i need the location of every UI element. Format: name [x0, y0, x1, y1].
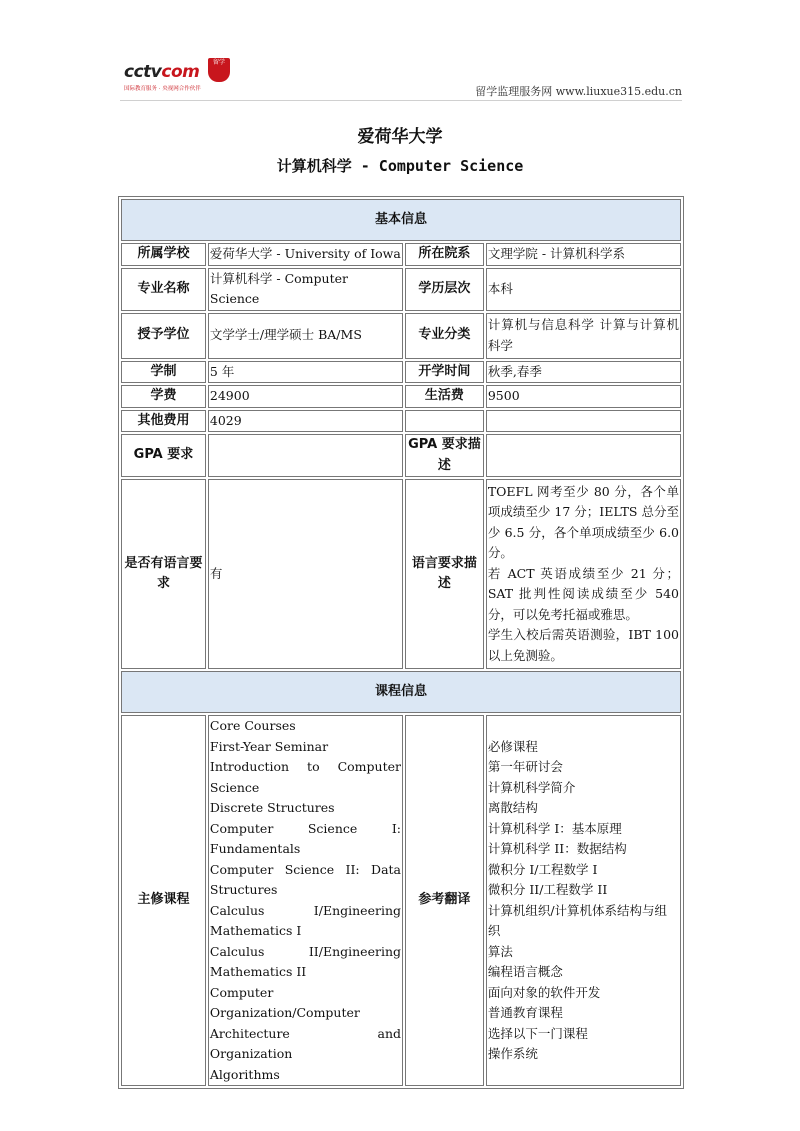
value-language-desc — [486, 479, 681, 669]
label-reference-translation: 参考翻译 — [405, 715, 484, 1086]
value-category: 计算机与信息科学 计算与计算机科学 — [486, 313, 681, 359]
label-main-courses: 主修课程 — [121, 715, 206, 1086]
value-gpa — [208, 434, 403, 477]
course-zh-item: 第一年研讨会 — [487, 759, 563, 774]
value-other-fees: 4029 — [208, 410, 403, 433]
label-gpa-desc: GPA 要求描述 — [405, 434, 484, 477]
cctv-logo — [124, 56, 240, 96]
header-divider — [120, 100, 682, 101]
value-level: 本科 — [486, 268, 681, 311]
section-course-info: 课程信息 — [121, 671, 681, 713]
course-zh-item: 选择以下一门课程 — [487, 1025, 588, 1041]
value-empty — [486, 410, 681, 433]
courses-english-list — [208, 715, 403, 1086]
language-desc-toefl: TOEFL 网考至少 80 分，各个单项成绩至少 17 分；IELTS 总分至少 6.5 分，各个单项成绩至少 6.0 分。 — [487, 483, 679, 561]
value-language-req: 有 — [208, 479, 403, 669]
course-en-item: Discrete Structures — [209, 800, 335, 815]
site-url: 留学监理服务网 www.liuxue315.edu.cn — [475, 85, 682, 98]
course-en-item: Core Courses — [209, 718, 296, 733]
label-degree: 授予学位 — [121, 313, 206, 359]
label-gpa: GPA 要求 — [121, 434, 206, 477]
info-table — [118, 196, 684, 1089]
label-tuition: 学费 — [121, 385, 206, 408]
value-tuition: 24900 — [208, 385, 403, 408]
label-empty — [405, 410, 484, 433]
course-en-item: Introduction to Computer Science — [209, 759, 401, 795]
value-major: 计算机科学 - Computer Science — [208, 268, 403, 311]
page-title: 爱荷华大学 — [357, 127, 443, 147]
label-other-fees: 其他费用 — [121, 410, 206, 433]
value-intake: 秋季,春季 — [486, 361, 681, 384]
course-zh-item: 普通教育课程 — [487, 1005, 563, 1020]
course-zh-item: 操作系统 — [487, 1046, 538, 1061]
label-language-req: 是否有语言要求 — [121, 479, 206, 669]
value-department: 文理学院 - 计算机科学系 — [486, 243, 681, 266]
course-zh-item: 算法 — [487, 943, 513, 959]
value-degree: 文学学士/理学硕士 BA/MS — [208, 313, 403, 359]
course-zh-item: 计算机科学 I：基本原理 — [487, 820, 622, 836]
label-major: 专业名称 — [121, 268, 206, 311]
courses-chinese-list — [486, 715, 681, 1086]
label-duration: 学制 — [121, 361, 206, 384]
logo-badge: 留学 — [208, 58, 230, 82]
course-en-item: Calculus II/Engineering Mathematics II — [209, 943, 401, 979]
course-en-item: Calculus I/Engineering Mathematics I — [209, 902, 401, 938]
course-en-item: Computer Science II: Data Structures — [209, 861, 401, 897]
value-living-cost: 9500 — [486, 385, 681, 408]
course-zh-item: 必修课程 — [487, 738, 538, 754]
value-school: 爱荷华大学 - University of Iowa — [208, 243, 403, 266]
course-zh-item: 计算机组织/计算机体系结构与组织 — [487, 902, 668, 938]
label-department: 所在院系 — [405, 243, 484, 266]
course-zh-item: 编程语言概念 — [487, 964, 563, 979]
language-desc-test: 学生入校后需英语测验，IBT 100 以上免测验。 — [487, 627, 679, 663]
course-en-item: Computer Organization/Computer Architecture and Organization — [209, 984, 401, 1061]
label-language-desc: 语言要求描述 — [405, 479, 484, 669]
logo-wordmark: cctvcom — [124, 62, 200, 82]
value-duration: 5 年 — [208, 361, 403, 384]
course-en-item: First-Year Seminar — [209, 738, 329, 754]
logo-tagline: 国际教育服务 · 央视网合作伙伴 — [124, 86, 201, 92]
course-zh-item: 面向对象的软件开发 — [487, 984, 601, 1000]
page-subtitle: 计算机科学 - Computer Science — [276, 157, 524, 175]
label-level: 学历层次 — [405, 268, 484, 311]
label-school: 所属学校 — [121, 243, 206, 266]
course-zh-item: 计算机科学简介 — [487, 779, 576, 795]
course-zh-item: 微积分 II/工程数学 II — [487, 882, 608, 897]
course-zh-item: 微积分 I/工程数学 I — [487, 861, 598, 877]
course-zh-item: 计算机科学 II：数据结构 — [487, 841, 627, 856]
label-living-cost: 生活费 — [405, 385, 484, 408]
section-basic-info: 基本信息 — [121, 199, 681, 241]
course-en-item: Algorithms — [209, 1066, 280, 1082]
course-zh-item: 离散结构 — [487, 800, 538, 815]
language-desc-act: 若 ACT 英语成绩至少 21 分；SAT 批判性阅读成绩至少 540 分，可以免考托福或雅思。 — [487, 565, 679, 622]
label-category: 专业分类 — [405, 313, 484, 359]
value-gpa-desc — [486, 434, 681, 477]
label-intake: 开学时间 — [405, 361, 484, 384]
course-en-item: Computer Science I: Fundamentals — [209, 820, 401, 856]
